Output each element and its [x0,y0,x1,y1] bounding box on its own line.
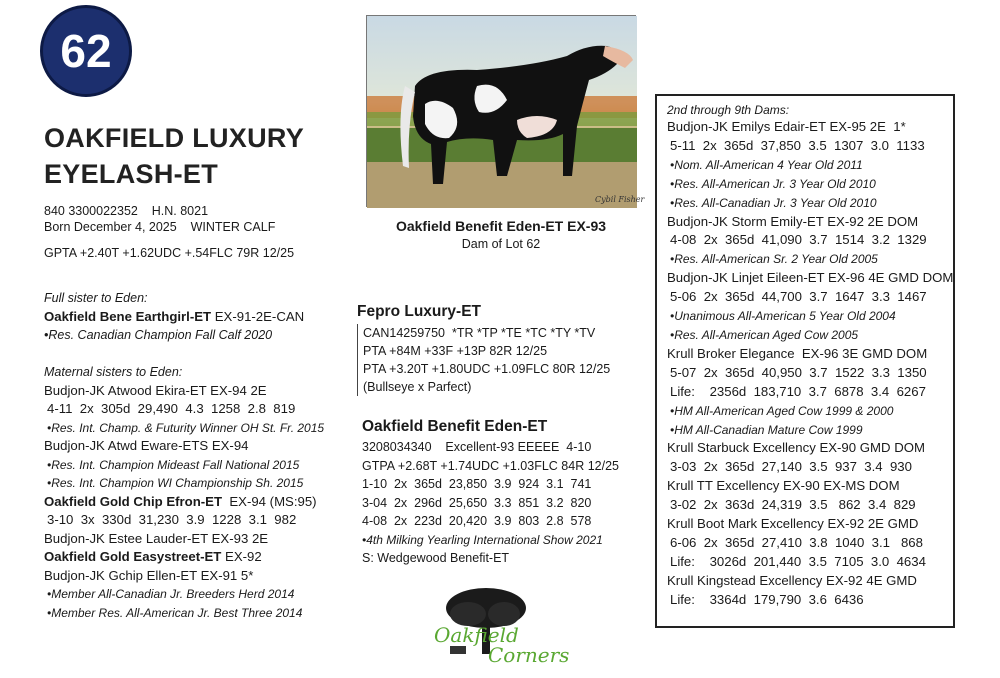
maternal-sisters-list [44,382,324,623]
dam-ancestor-note: •Res. All-American Aged Cow 2005 [670,327,859,342]
dam-ancestor-note: •HM All-American Aged Cow 1999 & 2000 [670,403,894,418]
dam-detail-line: 3-04 2x 296d 25,650 3.3 851 3.2 820 [362,495,592,510]
dam-ancestor-record: 3-02 2x 363d 24,319 3.5 862 3.4 829 [670,497,916,513]
dam-ancestor-name: Krull Starbuck Excellency EX-90 GMD DOM [667,440,925,456]
dam-ancestor-record: 5-06 2x 365d 44,700 3.7 1647 3.3 1467 [670,289,927,305]
animal-name-line1: OAKFIELD LUXURY [44,123,304,153]
animal-name [44,120,304,192]
dam-name: Oakfield Benefit Eden-ET [362,418,548,435]
maternal-sister-note: •Res. Int. Champion Mideast Fall National 2015 [47,457,300,472]
maternal-sister-note: •Member Res. All-American Jr. Best Three 2014 [47,605,303,620]
maternal-sister-name-bold: Oakfield Gold Easystreet-ET [44,549,222,564]
dam-detail-line: 3208034340 Excellent-93 EEEEE 4-10 [362,440,592,454]
dam-photo [366,15,645,207]
sire-detail-line: CAN14259750 *TR *TP *TE *TC *TY *TV [363,326,596,340]
maternal-sisters-section [44,363,324,622]
maternal-sister-note: •Res. Int. Champion WI Championship Sh. 2015 [47,476,304,490]
dam-ancestor-name: Krull TT Excellency EX-90 EX-MS DOM [667,478,900,494]
full-sister-note: •Res. Canadian Champion Fall Calf 2020 [44,328,273,342]
maternal-sister-name: Budjon-JK Atwood Ekira-ET EX-94 2E [44,382,267,398]
maternal-sister-name: Budjon-JK Estee Lauder-ET EX-93 2E [44,530,269,546]
pedigree-dams-box [655,94,955,628]
animal-id-line: 840 3300022352 H.N. 8021 [44,204,209,218]
dam-detail-line: 1-10 2x 365d 23,850 3.9 924 3.1 741 [362,477,592,491]
photo-caption-name: Oakfield Benefit Eden-ET EX-93 [395,218,607,234]
dam-ancestor-note: •Res. All-American Sr. 2 Year Old 2005 [670,252,878,267]
cow-photo-illustration [367,16,645,208]
maternal-sister-record: 3-10 3x 330d 31,230 3.9 1228 3.1 982 [47,512,297,527]
dam-ancestor-name: Krull Broker Elegance EX-96 3E GMD DOM [667,345,928,361]
tree-logo-icon [428,586,578,670]
dam-ancestor-note: •Unanimous All-American 5 Year Old 2004 [670,309,896,324]
full-sister-heading: Full sister to Eden: [44,291,148,305]
dam-ancestor-note: •Nom. All-American 4 Year Old 2011 [670,157,863,172]
dam-ancestor-record: 5-11 2x 365d 37,850 3.5 1307 3.0 1133 [670,137,925,153]
maternal-sister-note: •Member All-Canadian Jr. Breeders Herd 2014 [47,587,295,601]
maternal-sister-name: Budjon-JK Gchip Ellen-ET EX-91 5* [44,567,254,583]
sire-details [357,324,627,396]
photo-caption [366,218,636,251]
dam-ancestor-name: Krull Kingstead Excellency EX-92 4E GMD [667,572,917,588]
dam-detail-line: 4-08 2x 223d 20,420 3.9 803 2.8 578 [362,514,592,528]
animal-gpta-line: GPTA +2.40T +1.62UDC +.54FLC 79R 12/25 [44,246,295,260]
maternal-sister-name-suffix: EX-92 [221,549,262,564]
logo-text-line1: Oakfield [434,623,519,647]
lot-number-badge: 62 [40,5,132,97]
maternal-sisters-heading: Maternal sisters to Eden: [44,365,183,379]
dam-details [362,438,652,568]
dam-ancestor-name: Budjon-JK Linjet Eileen-ET EX-96 4E GMD DOM [667,270,954,286]
maternal-sister-record: 4-11 2x 305d 29,490 4.3 1258 2.8 819 [47,401,296,416]
dam-section [362,418,652,568]
sire-name: Fepro Luxury-ET [357,303,482,320]
dam-ancestor-record: Life: 3026d 201,440 3.5 7105 3.0 4634 [670,553,926,569]
maternal-sister-note: •Res. Int. Champ. & Futurity Winner OH St. Fr. 2015 [47,420,325,435]
maternal-sister-name [44,493,324,512]
logo-text-line2: Corners [488,643,570,667]
dam-ancestor-note: •HM All-Canadian Mature Cow 1999 [670,422,863,437]
dam-ancestor-record: 5-07 2x 365d 40,950 3.7 1522 3.3 1350 [670,364,927,380]
sire-detail-line: PTA +3.20T +1.80UDC +1.09FLC 80R 12/25 [363,362,611,376]
dam-detail-line: S: Wedgewood Benefit-ET [362,551,510,565]
photo-caption-sub: Dam of Lot 62 [461,237,541,251]
maternal-sister-name-bold: Oakfield Gold Chip Efron-ET [44,493,223,509]
animal-details [44,203,294,261]
full-sister-score: EX-91-2E-CAN [211,308,305,324]
dam-detail-line: GTPA +2.68T +1.74UDC +1.03FLC 84R 12/25 [362,458,619,473]
oakfield-corners-logo [428,586,578,670]
photo-credit: Cybil Fisher [595,195,645,204]
full-sister-name-line [44,308,304,327]
dam-ancestor-name: Krull Boot Mark Excellency EX-92 2E GMD [667,516,919,532]
sire-detail-line: PTA +84M +33F +13P 82R 12/25 [363,344,548,358]
sire-detail-line: (Bullseye x Parfect) [363,380,472,394]
full-sister-section [44,289,304,345]
full-sister-name: Oakfield Bene Earthgirl-ET [44,308,212,324]
dam-ancestor-note: •Res. All-Canadian Jr. 3 Year Old 2010 [670,195,877,210]
animal-name-line2: EYELASH-ET [44,159,219,189]
dam-ancestor-name: Budjon-JK Emilys Edair-ET EX-95 2E 1* [667,119,906,134]
dam-ancestor-note: •Res. All-American Jr. 3 Year Old 2010 [670,176,876,191]
dam-ancestor-record: Life: 3364d 179,790 3.6 6436 [670,591,864,607]
dam-ancestor-name: Budjon-JK Storm Emily-ET EX-92 2E DOM [667,213,919,229]
dam-note: •4th Milking Yearling International Show 2021 [362,532,603,547]
dam-ancestor-record: 3-03 2x 365d 27,140 3.5 937 3.4 930 [670,459,912,475]
dams-box-list [667,118,953,610]
maternal-sister-name [44,548,324,567]
sire-section [357,303,627,396]
dam-ancestor-record: 4-08 2x 365d 41,090 3.7 1514 3.2 1329 [670,232,927,248]
animal-born-line: Born December 4, 2025 WINTER CALF [44,220,276,234]
dam-ancestor-record: 6-06 2x 365d 27,410 3.8 1040 3.1 868 [670,534,923,550]
dams-box-heading: 2nd through 9th Dams: [667,103,790,117]
dam-ancestor-record: Life: 2356d 183,710 3.7 6878 3.4 6267 [670,383,926,399]
maternal-sister-name: Budjon-JK Atwd Eware-ETS EX-94 [44,438,249,453]
maternal-sister-name-suffix: EX-94 (MS:95) [222,493,317,509]
